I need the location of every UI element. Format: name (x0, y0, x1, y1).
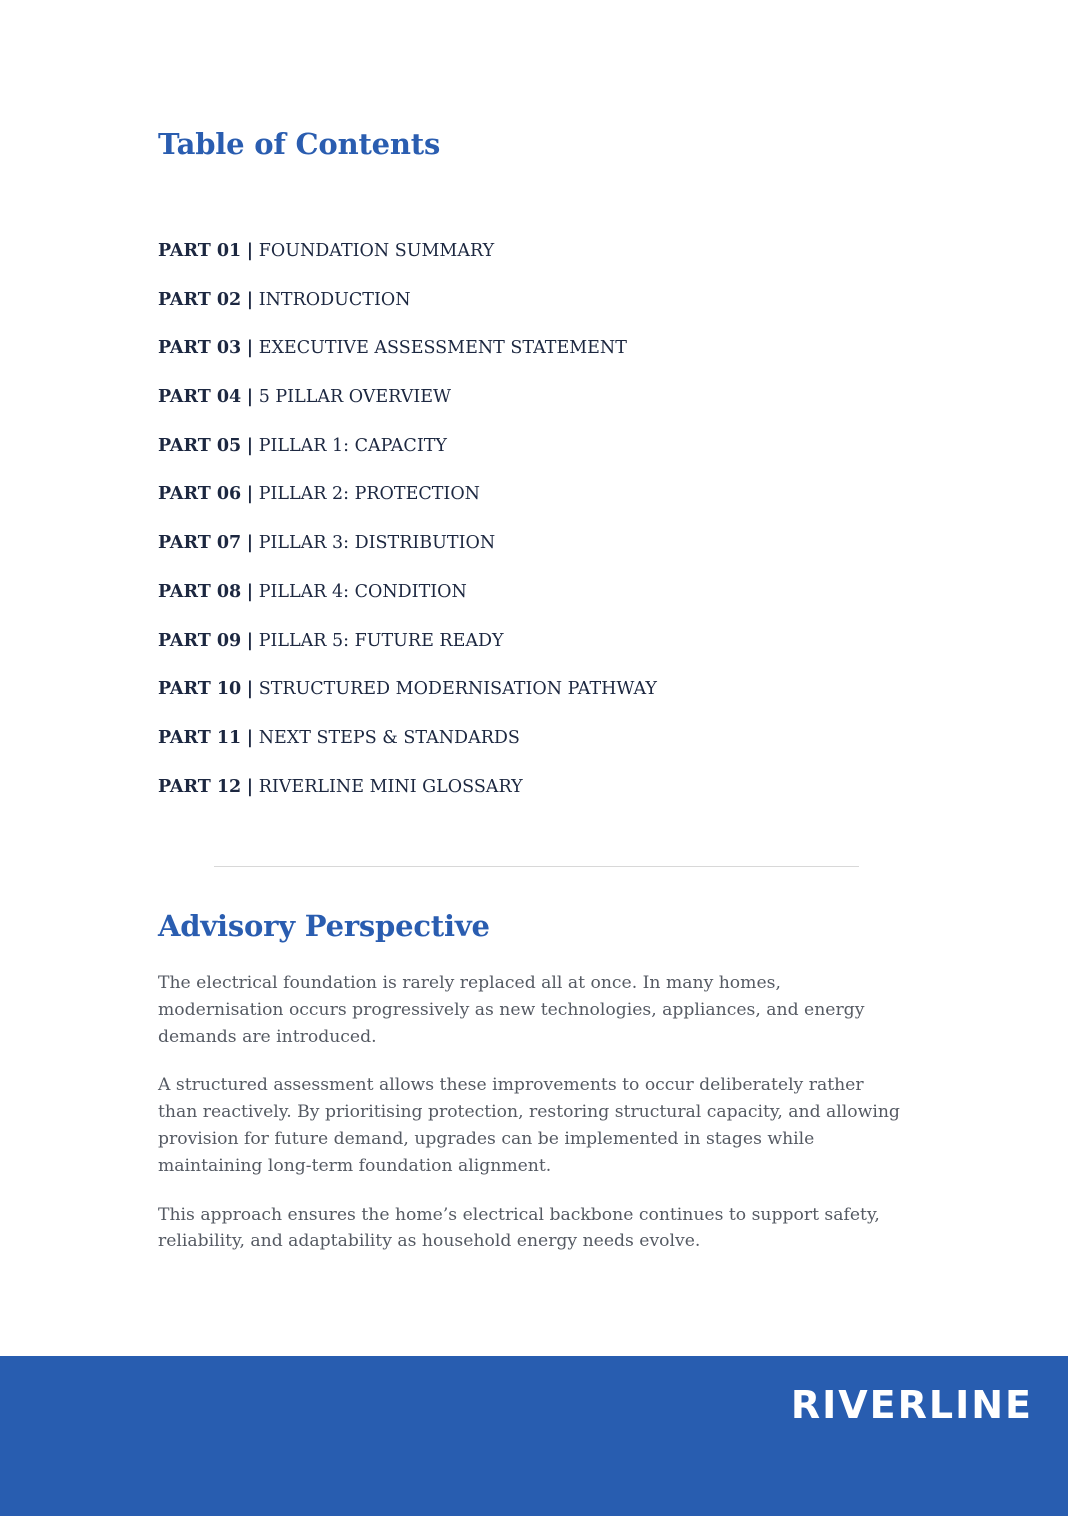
toc-separator: | (246, 484, 254, 505)
advisory-paragraph: This approach ensures the home’s electrical backbone continues to support safety, reliability, and adaptability as household energy needs evolve. (158, 1204, 880, 1252)
toc-separator: | (246, 679, 254, 700)
section-divider (214, 866, 859, 867)
toc-separator: | (246, 338, 254, 359)
toc-part-number: PART 02 (158, 289, 242, 310)
advisory-paragraph: The electrical foundation is rarely replaced all at once. In many homes, modernisation occurs progressively as new technologies, appliances, and energy demands are introduced. (158, 973, 865, 1047)
advisory-paragraph: A structured assessment allows these improvements to occur deliberately rather than reactively. By prioritising protection, restoring structural capacity, and allowing provision for future demand, upgrades can be implemented in stages while maintaining long-term foundation alignment. (158, 1075, 900, 1176)
toc-part-number: PART 12 (158, 776, 242, 797)
toc-part-title: PILLAR 5: FUTURE READY (258, 630, 504, 651)
toc-heading: Table of Contents (158, 127, 441, 161)
toc-part-number: PART 11 (158, 727, 242, 748)
toc-part-title: PILLAR 1: CAPACITY (258, 435, 447, 456)
toc-part-number: PART 05 (158, 435, 242, 456)
toc-separator: | (246, 533, 254, 554)
toc-separator: | (246, 387, 254, 408)
toc-part-title: PILLAR 3: DISTRIBUTION (258, 533, 496, 554)
toc-part-title: 5 PILLAR OVERVIEW (258, 387, 452, 408)
toc-item[interactable] (158, 528, 657, 577)
toc-part-number: PART 10 (158, 679, 242, 700)
toc-item[interactable] (158, 626, 657, 675)
toc-part-title: RIVERLINE MINI GLOSSARY (258, 776, 523, 797)
toc-separator: | (246, 241, 254, 261)
toc-separator: | (246, 289, 254, 310)
toc-part-title: INTRODUCTION (258, 289, 411, 310)
toc-separator: | (246, 630, 254, 651)
toc-item[interactable] (158, 333, 657, 382)
toc-part-title: PILLAR 4: CONDITION (258, 581, 467, 602)
toc-part-title: PILLAR 2: PROTECTION (258, 484, 480, 505)
toc-part-number: PART 03 (158, 338, 242, 359)
toc-item[interactable] (158, 723, 657, 772)
toc-part-title: EXECUTIVE ASSESSMENT STATEMENT (258, 338, 627, 359)
riverline-logo: RIVERLINE (790, 1383, 1033, 1427)
toc-part-number: PART 09 (158, 630, 242, 651)
toc-part-title: FOUNDATION SUMMARY (258, 241, 495, 261)
toc-part-title: NEXT STEPS & STANDARDS (258, 727, 520, 748)
toc-separator: | (246, 727, 254, 748)
footer-band (0, 1356, 1068, 1516)
toc-item[interactable] (158, 577, 657, 626)
toc-part-number: PART 06 (158, 484, 242, 505)
toc-item[interactable] (158, 431, 657, 480)
toc-item[interactable] (158, 236, 657, 285)
toc-part-number: PART 01 (158, 241, 242, 261)
toc-item[interactable] (158, 382, 657, 431)
advisory-body (158, 970, 908, 1277)
toc-separator: | (246, 776, 254, 797)
toc-part-number: PART 07 (158, 533, 242, 554)
toc-part-number: PART 04 (158, 387, 242, 408)
toc-list (158, 236, 657, 820)
toc-item[interactable] (158, 479, 657, 528)
toc-separator: | (246, 435, 254, 456)
toc-separator: | (246, 581, 254, 602)
toc-item[interactable] (158, 285, 657, 334)
toc-item[interactable] (158, 772, 657, 821)
toc-part-number: PART 08 (158, 581, 242, 602)
advisory-heading: Advisory Perspective (158, 909, 490, 943)
toc-part-title: STRUCTURED MODERNISATION PATHWAY (258, 679, 657, 700)
toc-item[interactable] (158, 674, 657, 723)
